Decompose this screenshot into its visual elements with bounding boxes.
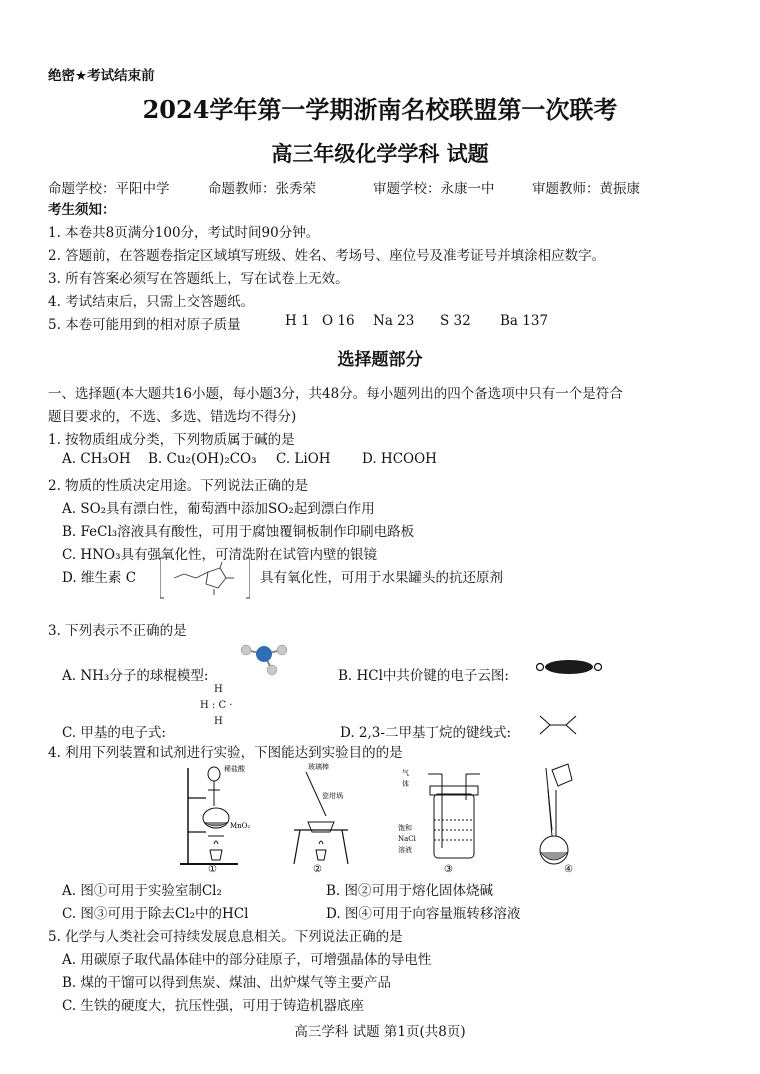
mass-ba: Ba 137 bbox=[500, 313, 549, 329]
methyl-h-mid: H : C · bbox=[200, 700, 233, 711]
h-atom-2 bbox=[277, 645, 287, 655]
page-footer: 高三学科 试题 第1页(共8页) bbox=[294, 1024, 466, 1040]
vitamin-c-structure bbox=[160, 556, 250, 600]
label-saturated: 饱和 bbox=[398, 824, 412, 832]
q3-option-a: A. NH₃分子的球棍模型: bbox=[62, 668, 209, 684]
methyl-h-top: H bbox=[214, 684, 223, 695]
mass-o: O 16 bbox=[322, 313, 355, 329]
q5-stem: 5. 化学与人类社会可持续发展息息相关。下列说法正确的是 bbox=[48, 929, 403, 945]
label-solution: 溶液 bbox=[398, 846, 412, 854]
q1-option-d: D. HCOOH bbox=[362, 451, 437, 467]
q1-option-b: B. Cu₂(OH)₂CO₃ bbox=[148, 451, 257, 467]
q3-option-d: D. 2,3-二甲基丁烷的键线式: bbox=[340, 725, 512, 741]
label-gas: 气 bbox=[402, 769, 409, 777]
label-crucible: 瓷坩埚 bbox=[322, 792, 343, 800]
apparatus-1 bbox=[180, 764, 250, 875]
n-atom bbox=[256, 646, 272, 662]
notice-item-3: 3. 所有答案必须写在答题纸上，写在试卷上无效。 bbox=[48, 271, 349, 287]
q2-option-c: C. HNO₃具有强氧化性，可清洗附在试管内壁的银镜 bbox=[62, 547, 377, 563]
info-review-teacher: 审题教师：黄振康 bbox=[532, 181, 640, 197]
info-teacher: 命题教师：张秀荣 bbox=[208, 181, 316, 197]
q3-stem: 3. 下列表示不正确的是 bbox=[48, 623, 187, 639]
apparatus-2 bbox=[294, 762, 348, 875]
q4-stem: 4. 利用下列装置和试剂进行实验，下图能达到实验目的的是 bbox=[48, 745, 403, 761]
hcl-electron-cloud bbox=[536, 658, 602, 676]
mass-s: S 32 bbox=[440, 313, 471, 329]
q4-option-c: C. 图③可用于除去Cl₂中的HCl bbox=[62, 906, 249, 922]
info-review-school: 审题学校：永康一中 bbox=[373, 181, 495, 197]
q3-option-c: C. 甲基的电子式: bbox=[62, 725, 166, 741]
q1-option-c: C. LiOH bbox=[276, 451, 331, 467]
q2-option-d: D. 维生素 C bbox=[62, 570, 137, 586]
q1-stem: 1. 按物质组成分类，下列物质属于碱的是 bbox=[48, 432, 295, 448]
q5-option-a: A. 用碳原子取代晶体硅中的部分硅原子，可增强晶体的导电性 bbox=[62, 952, 432, 968]
notice-item-2: 2. 答题前，在答题卷指定区域填写班级、姓名、考场号、座位号及准考证号并填涂相应数字。 bbox=[48, 248, 606, 264]
q4-option-d: D. 图④可用于向容量瓶转移溶液 bbox=[326, 906, 521, 922]
h-atom-1 bbox=[241, 645, 251, 655]
label-mno2: MnO₂ bbox=[230, 822, 251, 830]
q3-option-b: B. HCl中共价键的电子云图: bbox=[338, 668, 509, 684]
q2-option-d-suffix: 具有氧化性，可用于水果罐头的抗还原剂 bbox=[260, 570, 503, 586]
label-fig-1: ① bbox=[208, 864, 217, 875]
nh3-ball-stick-model bbox=[236, 640, 294, 678]
q5-option-b: B. 煤的干馏可以得到焦炭、煤油、出炉煤气等主要产品 bbox=[62, 975, 392, 991]
label-nacl: NaCl bbox=[398, 835, 416, 843]
part1-line1: 一、选择题(本大题共16小题，每小题3分，共48分。每小题列出的四个备选项中只有一个是符合 bbox=[48, 386, 623, 402]
label-fig-4: ④ bbox=[564, 864, 573, 875]
label-dilute-hcl: 稀盐酸 bbox=[224, 765, 245, 773]
apparatus-4 bbox=[540, 764, 573, 875]
q2-stem: 2. 物质的性质决定用途。下列说法正确的是 bbox=[48, 478, 309, 494]
label-gas-2: 体 bbox=[402, 780, 409, 788]
methyl-h-bot: H bbox=[214, 716, 223, 727]
notice-item-4: 4. 考试结束后，只需上交答题纸。 bbox=[48, 294, 255, 310]
q2-option-a: A. SO₂具有漂白性，葡萄酒中添加SO₂起到漂白作用 bbox=[62, 501, 375, 517]
label-fig-3: ③ bbox=[444, 864, 453, 875]
section-title: 选择题部分 bbox=[337, 350, 423, 370]
apparatus-figures bbox=[176, 760, 576, 878]
q4-option-a: A. 图①可用于实验室制Cl₂ bbox=[62, 883, 222, 899]
part1-line2: 题目要求的，不选、多选、错选均不得分) bbox=[48, 409, 297, 425]
q1-option-a: A. CH₃OH bbox=[62, 451, 131, 467]
h-atom-3 bbox=[267, 665, 277, 675]
secret-label: 绝密★考试结束前 bbox=[48, 68, 155, 84]
notice-item-5: 5. 本卷可能用到的相对原子质量 bbox=[48, 317, 241, 333]
dimethylbutane-skeletal bbox=[538, 714, 578, 736]
mass-na: Na 23 bbox=[373, 313, 415, 329]
exam-subtitle: 高三年级化学学科 试题 bbox=[271, 141, 489, 166]
q2-option-b: B. FeCl₃溶液具有酸性，可用于腐蚀覆铜板制作印刷电路板 bbox=[62, 524, 415, 540]
q5-option-c: C. 生铁的硬度大，抗压性强，可用于铸造机器底座 bbox=[62, 998, 364, 1014]
info-school: 命题学校：平阳中学 bbox=[48, 181, 170, 197]
exam-title: 2024学年第一学期浙南名校联盟第一次联考 bbox=[142, 95, 618, 124]
notice-heading: 考生须知： bbox=[48, 202, 116, 218]
label-fig-2: ② bbox=[313, 864, 322, 875]
mass-h: H 1 bbox=[285, 313, 310, 329]
notice-item-1: 1. 本卷共8页满分100分，考试时间90分钟。 bbox=[48, 225, 320, 241]
label-glass-rod: 玻璃棒 bbox=[308, 763, 329, 771]
q4-option-b: B. 图②可用于熔化固体烧碱 bbox=[326, 883, 494, 899]
apparatus-3 bbox=[398, 768, 480, 875]
